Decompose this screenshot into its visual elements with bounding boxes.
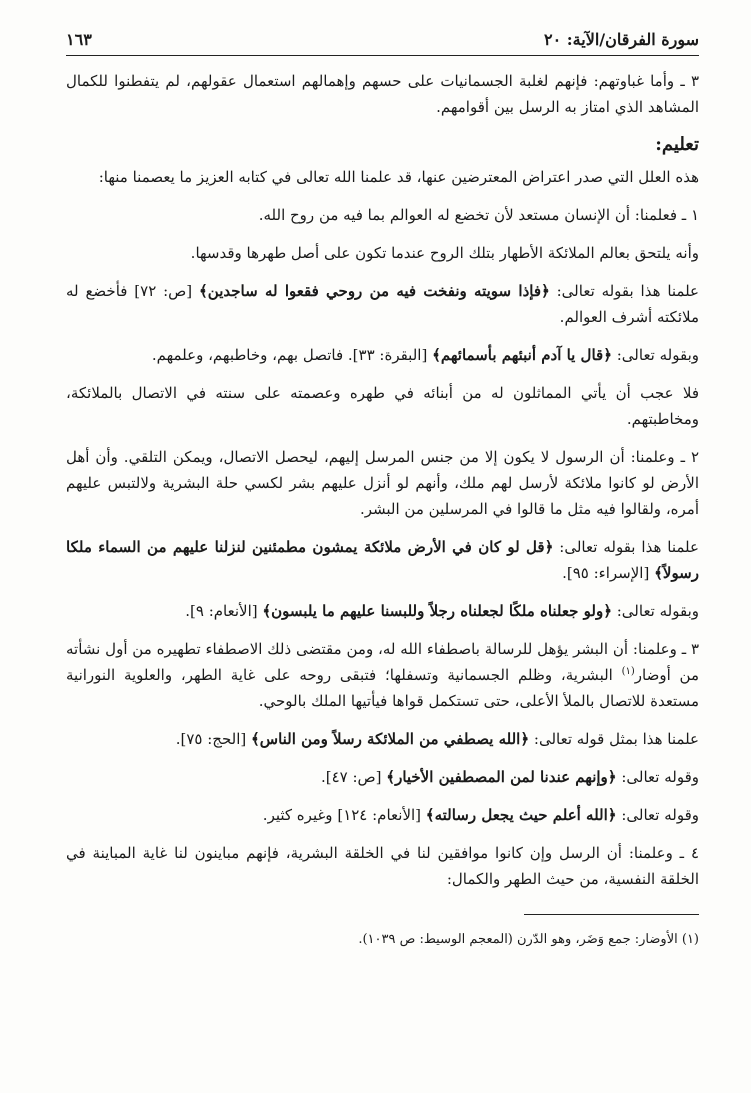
paragraph-text: البشرية، وظلم الجسمانية وتسفلها؛ فتبقى روحه على غاية الطهر، والعلوية النورانية مستعدة للاتصال بالملأ الأعلى، حتى تستكمل قواها فيأتيها الملك بالوحي. xyxy=(66,666,699,710)
paragraph xyxy=(66,726,699,752)
quran-verse: ﴿قل لو كان في الأرض ملائكة يمشون مطمئنين لنزلنا عليهم من السماء ملكا رسولاً﴾ xyxy=(66,538,699,582)
page-number: ١٦٣ xyxy=(66,30,92,49)
quran-verse: ﴿الله يصطفي من الملائكة رسلاً ومن الناس﴾ xyxy=(250,730,530,748)
quran-verse: ﴿ولو جعلناه ملكًا لجعلناه رجلاً وللبسنا عليهم ما يلبسون﴾ xyxy=(262,602,612,620)
paragraph: فلا عجب أن يأتي المماثلون له من أبنائه في طهره وعصمته على سنته في الاتصال بالملائكة، ومخاطبتهم. xyxy=(66,384,699,428)
footnote-divider xyxy=(524,914,699,915)
paragraph: هذه العلل التي صدر اعتراض المعترضين عنها، قد علمنا الله تعالى في كتابه العزيز ما يعصمنا منها: xyxy=(98,168,699,186)
paragraph xyxy=(66,598,699,624)
paragraph-text: [البقرة: ٣٣]. فاتصل بهم، وخاطبهم، وعلمهم. xyxy=(151,346,433,364)
paragraph-text: [الأنعام: ١٢٤] وغيره كثير. xyxy=(262,806,426,824)
paragraph xyxy=(66,636,699,714)
footnote-reference: (١) xyxy=(621,666,635,677)
page-body xyxy=(66,68,699,892)
section-heading: تعليم: xyxy=(655,134,699,155)
paragraph-text: وبقوله تعالى: xyxy=(611,346,699,364)
paragraph xyxy=(66,342,699,368)
paragraph: ٣ ـ وأما غباوتهم: فإنهم لغلبة الجسمانيات على حسهم وإهمالهم استعمال عقولهم، لم يتفطنوا للكمال المشاهد الذي امتاز به الرسل بين أقوامهم. xyxy=(66,72,699,116)
quran-verse: ﴿الله أعلم حيث يجعل رسالته﴾ xyxy=(425,806,617,824)
paragraph-text: وبقوله تعالى: xyxy=(611,602,699,620)
quran-verse: ﴿وإنهم عندنا لمن المصطفين الأخيار﴾ xyxy=(386,768,617,786)
paragraph xyxy=(66,278,699,330)
paragraph-text: [ص: ٤٧]. xyxy=(320,768,387,786)
paragraph xyxy=(66,764,699,790)
paragraph-text: علمنا هذا بقوله تعالى: xyxy=(553,538,699,556)
footnote: (١) الأوضار: جمع وَضَر، وهو الدّرن (المعجم الوسيط: ص ١٠٣٩). xyxy=(358,932,699,947)
paragraph xyxy=(66,534,699,586)
paragraph-text: وقوله تعالى: xyxy=(616,768,699,786)
quran-verse: ﴿فإذا سويته ونفخت فيه من روحي فقعوا له ساجدين﴾ xyxy=(198,282,550,300)
paragraph-text: ٣ ـ وعلمنا: أن البشر يؤهل للرسالة باصطفاء الله له، ومن مقتضى ذلك الاصطفاء تطهيره من أول نشأته من أوضار xyxy=(66,640,699,684)
paragraph: ٤ ـ وعلمنا: أن الرسل وإن كانوا موافقين لنا في الخلقة البشرية، فإنهم مباينون لنا غاية المباينة في الخلقة النفسية، من حيث الطهر والكمال: xyxy=(66,844,699,888)
quran-verse: ﴿قال يا آدم أنبئهم بأسمائهم﴾ xyxy=(432,346,612,364)
paragraph-text: علمنا هذا بمثل قوله تعالى: xyxy=(529,730,699,748)
paragraph-text: علمنا هذا بقوله تعالى: xyxy=(549,282,699,300)
paragraph: وأنه يلتحق بعالم الملائكة الأطهار بتلك الروح عندما تكون على أصل طهرها وقدسها. xyxy=(190,244,699,262)
running-title: سورة الفرقان/الآية: ٢٠ xyxy=(544,30,699,49)
paragraph-text: [الإسراء: ٩٥]. xyxy=(562,564,655,582)
paragraph: ٢ ـ وعلمنا: أن الرسول لا يكون إلا من جنس المرسل إليهم، ليحصل الاتصال، ويمكن التلقي. وأن أهل الأرض لو كانوا ملائكة لأرسل لهم ملك، وأنهم لو أنزل عليهم بشر لكسي حلة البشرية ولالتبس عليهم أمره، ولقالوا فيه مثل ما قالوا في المرسلين من البشر. xyxy=(66,448,699,518)
paragraph-text: وقوله تعالى: xyxy=(616,806,699,824)
paragraph-text: [ص: ٧٢] فأخضع له ملائكته أشرف العوالم. xyxy=(66,282,699,326)
paragraph: ١ ـ فعلمنا: أن الإنسان مستعد لأن تخضع له العوالم بما فيه من روح الله. xyxy=(258,206,699,224)
paragraph xyxy=(66,802,699,828)
paragraph-text: [الأنعام: ٩]. xyxy=(185,602,263,620)
page-header xyxy=(66,30,699,56)
paragraph-text: [الحج: ٧٥]. xyxy=(175,730,251,748)
